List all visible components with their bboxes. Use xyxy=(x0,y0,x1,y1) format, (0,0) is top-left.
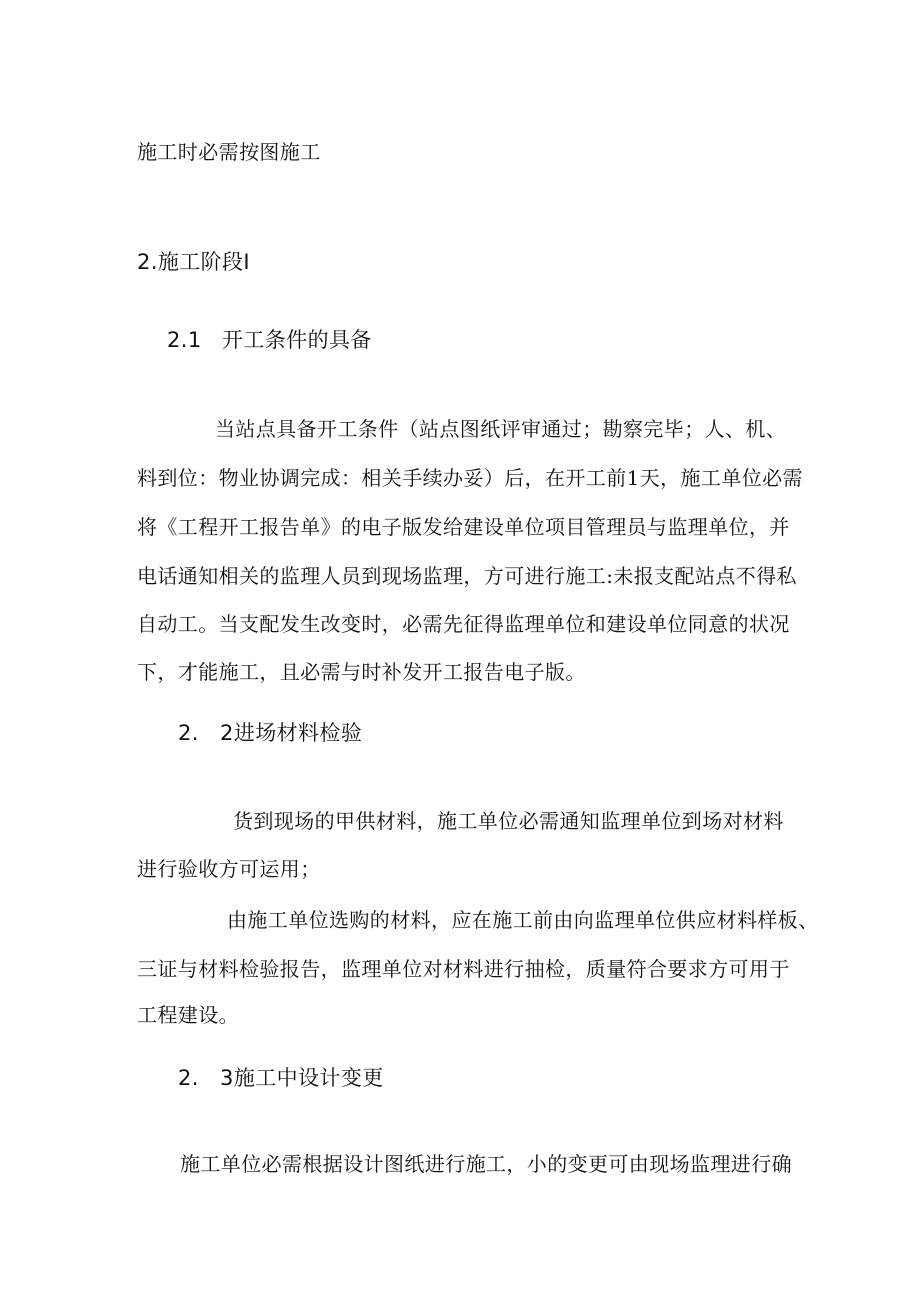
paragraph-line: 料到位：物业协调完成：相关手续办妥）后，在开工前1天，施工单位必需 xyxy=(137,466,803,490)
subsection-heading-2-3: 2. 3施工中设计变更 xyxy=(178,1066,384,1090)
subsection-title-2-1: 开工条件的具备 xyxy=(222,328,372,352)
paragraph-line: 电话通知相关的监理人员到现场监理，方可进行施工:未报支配站点不得私 xyxy=(137,564,797,588)
paragraph-line: 自动工。当支配发生改变时，必需先征得监理单位和建设单位同意的状况 xyxy=(137,612,790,636)
paragraph-line: 将《工程开工报告单》的电子版发给建设单位项目管理员与监理单位，并 xyxy=(137,515,790,539)
paragraph-line: 当站点具备开工条件（站点图纸评审通过；勘察完毕；人、机、 xyxy=(215,417,787,441)
paragraph-line: 由施工单位选购的材料，应在施工前由向监理单位供应材料样板、 xyxy=(227,908,819,932)
subsection-heading-2-2: 2. 2进场材料检验 xyxy=(178,721,363,745)
paragraph-line: 三证与材料检验报告，监理单位对材料进行抽检，质量符合要求方可用于 xyxy=(137,957,790,981)
intro-line: 施工时必需按图施工 xyxy=(137,140,321,164)
paragraph-line: 下，才能施工，且必需与时补发开工报告电子版。 xyxy=(137,660,586,684)
section-heading-2: 2.施工阶段I xyxy=(137,250,251,274)
subsection-number-2-1: 2.1 xyxy=(167,328,202,352)
paragraph-line: 进行验收方可运用； xyxy=(137,857,321,881)
paragraph-line: 施工单位必需根据设计图纸进行施工，小的变更可由现场监理进行确 xyxy=(180,1152,792,1176)
paragraph-line: 工程建设。 xyxy=(137,1003,239,1027)
paragraph-line: 货到现场的甲供材料，施工单位必需通知监理单位到场对材料 xyxy=(233,809,784,833)
